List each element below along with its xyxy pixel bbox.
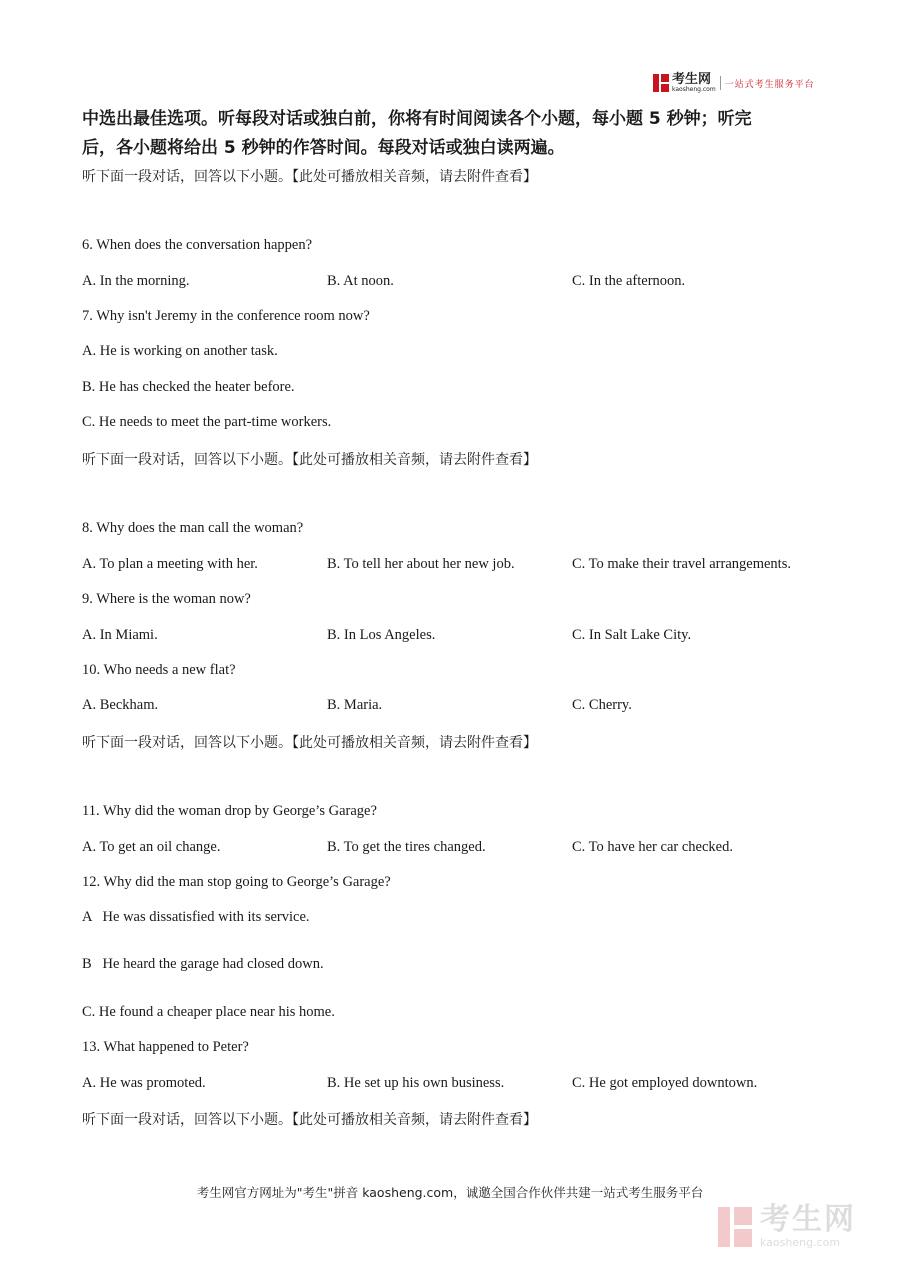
q10-option-b: B. Maria. — [327, 697, 383, 713]
footer-watermark — [718, 1202, 856, 1249]
q8-option-b: B. To tell her about her new job. — [327, 556, 515, 572]
q12-option-c: C. He found a cheaper place near his home. — [82, 1004, 335, 1020]
q10-option-a: A. Beckham. — [82, 697, 159, 713]
q6-option-c: C. In the afternoon. — [572, 273, 686, 289]
kaosheng-logo-icon — [653, 74, 669, 92]
question-8: 8. Why does the man call the woman? — [82, 520, 304, 536]
listen-prompt: 听下面一段对话，回答以下小题。【此处可播放相关音频，请去附件查看】 — [82, 169, 537, 185]
question-12: 12. Why did the man stop going to George’s Garage? — [82, 874, 391, 890]
q6-option-b: B. At noon. — [327, 273, 394, 289]
q11-option-c: C. To have her car checked. — [572, 839, 733, 855]
question-6: 6. When does the conversation happen? — [82, 237, 313, 253]
question-10: 10. Who needs a new flat? — [82, 662, 236, 678]
watermark-domain: kaosheng.com — [760, 1236, 841, 1249]
q12-option-a: A He was dissatisfied with its service. — [82, 909, 310, 925]
q6-option-a: A. In the morning. — [82, 273, 190, 289]
q7-option-a: A. He is working on another task. — [82, 343, 278, 359]
logo-name: 考生网 — [672, 72, 712, 87]
q13-option-b: B. He set up his own business. — [327, 1075, 505, 1091]
listen-prompt: 听下面一段对话，回答以下小题。【此处可播放相关音频，请去附件查看】 — [82, 452, 537, 468]
footer-text: 考生网官方网址为"考生"拼音 kaosheng.com，诚邀全国合作伙伴共建一站式考生服务平台 — [196, 1185, 704, 1200]
question-11: 11. Why did the woman drop by George’s Garage? — [82, 803, 377, 819]
logo-divider — [720, 76, 721, 90]
listen-prompt: 听下面一段对话，回答以下小题。【此处可播放相关音频，请去附件查看】 — [82, 1112, 537, 1128]
logo-domain: kaosheng.com — [672, 86, 716, 93]
q13-option-c: C. He got employed downtown. — [572, 1075, 758, 1091]
q8-option-a: A. To plan a meeting with her. — [82, 556, 258, 572]
header-logo — [653, 72, 815, 94]
q9-option-c: C. In Salt Lake City. — [572, 627, 692, 643]
question-9: 9. Where is the woman now? — [82, 591, 251, 607]
q7-option-c: C. He needs to meet the part-time workers. — [82, 414, 332, 430]
q9-option-b: B. In Los Angeles. — [327, 627, 436, 643]
q11-option-a: A. To get an oil change. — [82, 839, 221, 855]
q8-option-c: C. To make their travel arrangements. — [572, 556, 791, 572]
q7-option-b: B. He has checked the heater before. — [82, 379, 295, 395]
instructions-line-2: 后，各小题将给出 5 秒钟的作答时间。每段对话或独白读两遍。 — [82, 138, 565, 158]
q12-option-b: B He heard the garage had closed down. — [82, 956, 324, 972]
instructions-line-1: 中选出最佳选项。听每段对话或独白前，你将有时间阅读各个小题，每小题 5 秒钟；听完 — [82, 109, 752, 129]
listen-prompt: 听下面一段对话，回答以下小题。【此处可播放相关音频，请去附件查看】 — [82, 735, 537, 751]
q13-option-a: A. He was promoted. — [82, 1075, 206, 1091]
q9-option-a: A. In Miami. — [82, 627, 158, 643]
watermark-name: 考生网 — [760, 1202, 856, 1237]
question-7: 7. Why isn't Jeremy in the conference room now? — [82, 308, 370, 324]
logo-slogan: 一站式考生服务平台 — [724, 79, 815, 90]
q10-option-c: C. Cherry. — [572, 697, 632, 713]
watermark-logo-icon — [718, 1207, 752, 1247]
q11-option-b: B. To get the tires changed. — [327, 839, 486, 855]
question-13: 13. What happened to Peter? — [82, 1039, 249, 1055]
